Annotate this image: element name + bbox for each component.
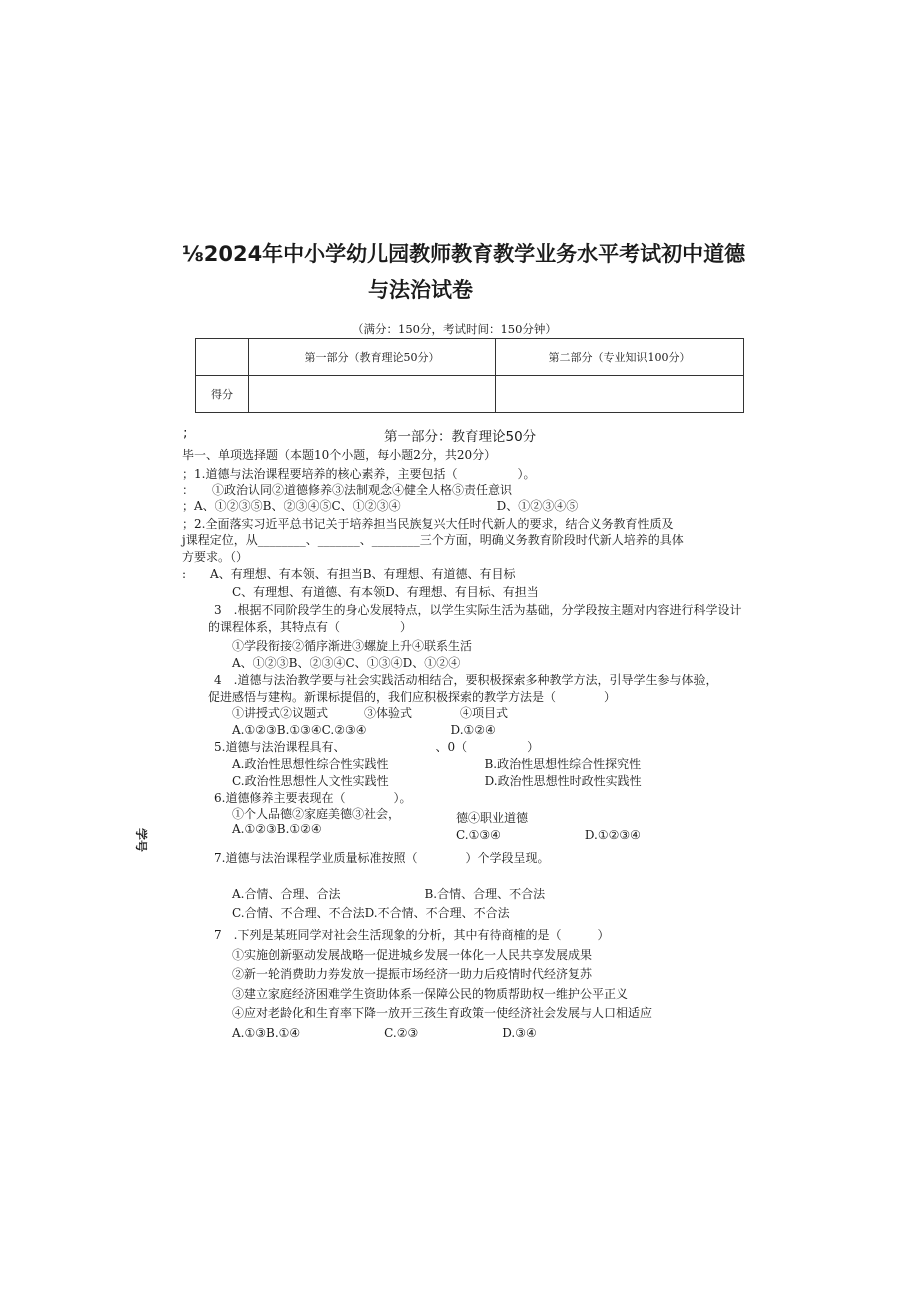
question-line: C.①③④ D.①②③④ bbox=[456, 828, 641, 842]
score-table-row-label: 得分 bbox=[196, 376, 249, 413]
question-line: 毕一、单项选择题（本题10个小题，每小题2分，共20分） bbox=[182, 448, 497, 462]
question-line: ②新一轮消费助力券发放一提振市场经济一助力后疫情时代经济复苏 bbox=[232, 967, 593, 981]
question-line: 促进感悟与建构。新课标提倡的，我们应积极探索的教学方法是（ ） bbox=[208, 690, 617, 704]
question-line: 5.道德与法治课程具有、 、0（ ） bbox=[214, 740, 540, 754]
question-line: A.①②③B.①②④ bbox=[232, 822, 322, 836]
part1-heading: 第一部分：教育理论50分 bbox=[384, 429, 537, 445]
question-line: 方要求。（） bbox=[182, 550, 249, 564]
question-line: C.合情、不合理、不合法D.不合情、不合理、不合法 bbox=[232, 906, 510, 920]
question-line: A.①③B.①④ C.②③ D.③④ bbox=[232, 1026, 537, 1040]
side-margin-label: 学号 bbox=[134, 828, 148, 853]
question-line: ①个人品德②家庭美德③社会， bbox=[232, 807, 401, 821]
question-line: : A、有理想、有本领、有担当B、有理想、有道德、有目标 bbox=[182, 567, 516, 581]
question-line: 德④职业道德 bbox=[456, 811, 529, 825]
question-line: ；2.全面落实习近平总书记关于培养担当民族复兴大任时代新人的要求，结合义务教育性质及 bbox=[182, 517, 674, 531]
question-line: ①讲授式②议题式 ③体验式 ④项目式 bbox=[232, 706, 509, 720]
exam-info: （满分：150分，考试时间：150分钟） bbox=[352, 322, 557, 336]
question-line: ④应对老龄化和生育率下降一放开三孩生育政策一使经济社会发展与人口相适应 bbox=[232, 1006, 653, 1020]
question-line: ： ①政治认同②道德修养③法制观念④健全人格⑤责任意识 bbox=[182, 483, 513, 497]
question-line: C、有理想、有道德、有本领D、有理想、有目标、有担当 bbox=[232, 585, 539, 599]
question-line: 7.道德与法治课程学业质量标准按照（ ）个学段呈现。 bbox=[214, 851, 550, 865]
question-line: ①实施创新驱动发展战略一促进城乡发展一体化一人民共享发展成果 bbox=[232, 948, 593, 962]
question-line: 的课程体系，其特点有（ ） bbox=[208, 620, 413, 634]
question-line: ③建立家庭经济困难学生资助体系一保障公民的物质帮助权一维护公平正义 bbox=[232, 987, 629, 1001]
score-cell-part1[interactable] bbox=[249, 376, 496, 413]
question-line: 4 .道德与法治教学要与社会实践活动相结合，要积极探索多种教学方法，引导学生参与体验， bbox=[214, 673, 718, 687]
question-line: 6.道德修养主要表现在（ ）。 bbox=[214, 791, 412, 805]
question-line: A.政治性思想性综合性实践性 B.政治性思想性综合性探究性 bbox=[232, 757, 642, 771]
score-table-corner bbox=[196, 339, 249, 376]
question-line: ；A、①②③⑤B、②③④⑤C、①②③④ D、①②③④⑤ bbox=[182, 499, 579, 513]
part1-marker: ; bbox=[183, 425, 188, 441]
score-cell-part2[interactable] bbox=[496, 376, 744, 413]
exam-title-line2: 与法治试卷 bbox=[368, 278, 473, 302]
question-line: ；1.道德与法治课程要培养的核心素养，主要包括（ ）。 bbox=[182, 467, 536, 481]
question-line: j课程定位，从________、_______、________三个方面，明确义务教育阶段时代新人培养的具体 bbox=[182, 533, 684, 547]
question-line: A、①②③B、②③④C、①③④D、①②④ bbox=[232, 656, 461, 670]
question-line: A.合情、合理、合法 B.合情、合理、不合法 bbox=[232, 887, 546, 901]
question-line: 3 .根据不同阶段学生的身心发展特点，以学生实际生活为基础，分学段按主题对内容进行科学设计 bbox=[214, 603, 742, 617]
exam-title-line1: ⅛2024年中小学幼儿园教师教育教学业务水平考试初中道德 bbox=[182, 242, 746, 266]
question-line: 7 .下列是某班同学对社会生活现象的分析，其中有待商榷的是（ ） bbox=[214, 928, 610, 942]
question-line: ①学段衔接②循序渐进③螺旋上升④联系生活 bbox=[232, 639, 473, 653]
question-line: A.①②③B.①③④C.②③④ D.①②④ bbox=[232, 723, 496, 737]
score-table-header-part2: 第二部分（专业知识100分） bbox=[496, 339, 744, 376]
score-table bbox=[195, 338, 744, 413]
question-line: C.政治性思想性人文性实践性 D.政治性思想性时政性实践性 bbox=[232, 774, 642, 788]
score-table-header-part1: 第一部分（教育理论50分） bbox=[249, 339, 496, 376]
